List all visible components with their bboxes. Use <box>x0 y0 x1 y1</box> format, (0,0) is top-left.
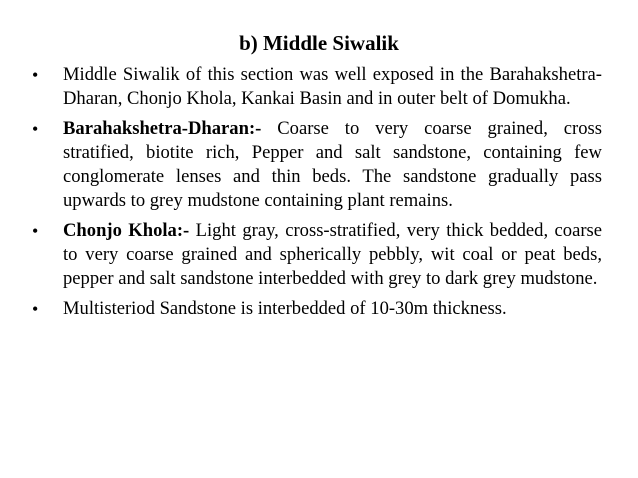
bullet-marker: • <box>32 221 39 241</box>
bullet-text: Light gray, cross-stratified, very thick bedded, coarse to very coarse grained and spherically pebbly, wit coal or peat beds, pepper and salt sandstone interbedded with grey to dark grey mudstone. <box>63 220 602 289</box>
bullet-lead: Barahakshetra-Dharan:- <box>63 118 262 139</box>
bullet-text: Multisteriod Sandstone is interbedded of 10-30m thickness. <box>63 298 507 319</box>
slide-title: b) Middle Siwalik <box>239 31 399 55</box>
bullet-text: Coarse to very coarse grained, cross stratified, biotite rich, Pepper and salt sandstone, containing few conglomerate lenses and thin beds. The sandstone gradually pass upwards to grey mudstone containing plant remains. <box>63 118 602 211</box>
bullet-item-4 <box>32 297 602 321</box>
bullet-item-1 <box>32 63 602 111</box>
bullet-item-3 <box>32 219 602 291</box>
bullet-marker: • <box>32 119 39 139</box>
bullet-item-2 <box>32 117 602 213</box>
bullet-list <box>32 63 602 327</box>
bullet-lead: Chonjo Khola:- <box>63 220 190 241</box>
bullet-marker: • <box>32 299 39 319</box>
bullet-text: Middle Siwalik of this section was well exposed in the Barahakshetra-Dharan, Chonjo Khola, Kankai Basin and in outer belt of Domukha. <box>63 64 602 109</box>
bullet-marker: • <box>32 65 39 85</box>
